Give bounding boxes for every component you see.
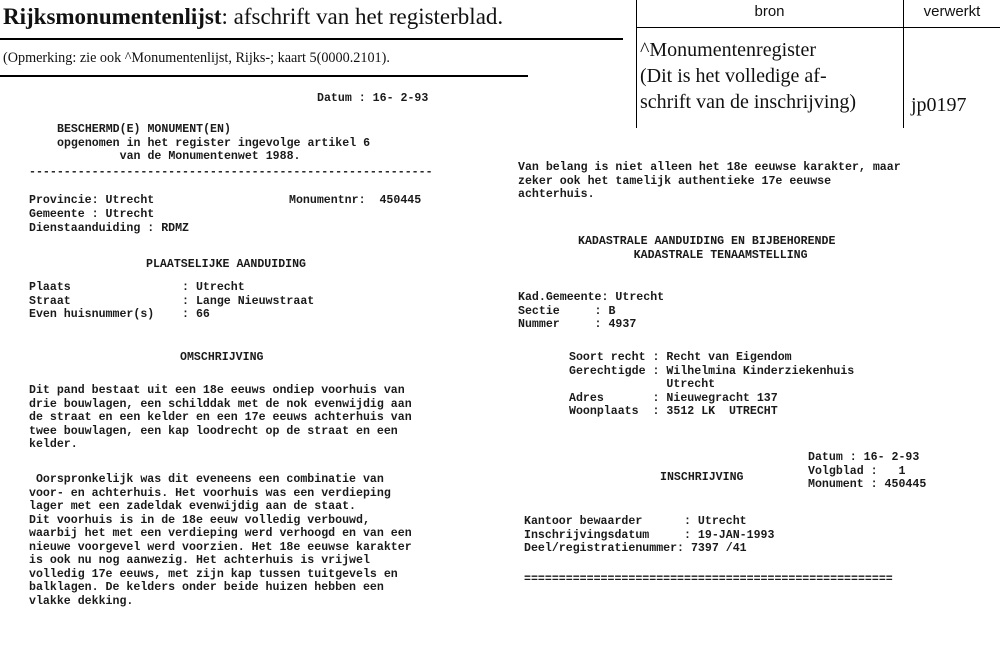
dienst-line: Dienstaanduiding : RDMZ <box>29 222 190 235</box>
description-para-1: Dit pand bestaat uit een 18e eeuws ondiep voorhuis van drie bouwlagen, een schilddak met de nok evenwijdig aan de straat en een kelder en een 17e eeuws achterhuis van twee bouwlagen, een kap loodrecht op de straat en een kelder. <box>29 384 412 451</box>
title-bold: Rijksmonumentenlijst <box>3 4 222 29</box>
plaats-block: Plaats : Utrecht Straat : Lange Nieuwstraat Even huisnummer(s) : 66 <box>29 281 315 321</box>
bron-value: ^Monumentenregister (Dit is het volledige af- schrift van de inschrijving) <box>640 39 857 113</box>
remark-rule <box>0 75 528 77</box>
datum-block-right: Datum : 16- 2-93 Volgblad : 1 Monument : 450445 <box>808 451 927 491</box>
provincie-line: Provincie: Utrecht <box>29 194 155 207</box>
inschrijving-heading: INSCHRIJVING <box>660 471 744 484</box>
column-header-bron: bron <box>754 3 785 20</box>
verwerkt-value: jp0197 <box>911 94 967 116</box>
plaats-heading: PLAATSELIJKE AANDUIDING <box>146 258 307 271</box>
title-rule <box>0 38 623 40</box>
kadaster-block: Kad.Gemeente: Utrecht Sectie : B Nummer : 4937 <box>518 291 665 331</box>
kantoor-block: Kantoor bewaarder : Utrecht Inschrijvingsdatum : 19-JAN-1993 Deel/registratienummer: 7397 /41 <box>524 515 775 555</box>
kadaster-heading: KADASTRALE AANDUIDING EN BIJBEHORENDE KADASTRALE TENAAMSTELLING <box>578 235 836 262</box>
title-rest: : afschrift van het registerblad. <box>221 4 504 29</box>
gemeente-line: Gemeente : Utrecht <box>29 208 155 221</box>
datum-left: Datum : 16- 2-93 <box>317 92 429 105</box>
table-header-rule <box>636 27 1000 28</box>
recht-block: Soort recht : Recht van Eigendom Gerechtigde : Wilhelmina Kinderziekenhuis Utrecht Adres : Nieuwegracht 137 Woonplaats : 3512 LK UTRECHT <box>569 351 855 418</box>
monument-heading: BESCHERMD(E) MONUMENT(EN) opgenomen in het register ingevolge artikel 6 van de Monumentenwet 1988. <box>57 123 371 163</box>
column-header-verwerkt: verwerkt <box>923 3 981 20</box>
belang-para: Van belang is niet alleen het 18e eeuwse karakter, maar zeker ook het tamelijk authentieke 17e eeuwse achterhuis. <box>518 161 901 201</box>
separator-line: ---------------------------------------------------------- <box>29 166 433 179</box>
description-para-2: Oorspronkelijk was dit eveneens een combinatie van voor- en achterhuis. Het voorhuis was een verdieping lager met een zadeldak evenwijdig aan de staat. Dit voorhuis is in de 18e eeuw volledig verbouwd, waarbij het met een verdieping werd verhoogd en van een nieuwe voorgevel werd voorzien. Het 18e eeuwse karakter is ook nu nog aanwezig. Het achterhuis is vrijwel volledig 17e eeuws, met zijn kap tussen tuitgevels en balklagen. De kelders onder beide huizen hebben een vlakke dekking. <box>29 473 412 608</box>
monumentnr-line: Monumentnr: 450445 <box>289 194 422 207</box>
remark: (Opmerking: zie ook ^Monumentenlijst, Rijks-; kaart 5(0000.2101). <box>3 50 390 66</box>
end-rule: ===================================================== <box>524 573 893 586</box>
page-title <box>3 4 503 30</box>
omschrijving-heading: OMSCHRIJVING <box>180 351 264 364</box>
